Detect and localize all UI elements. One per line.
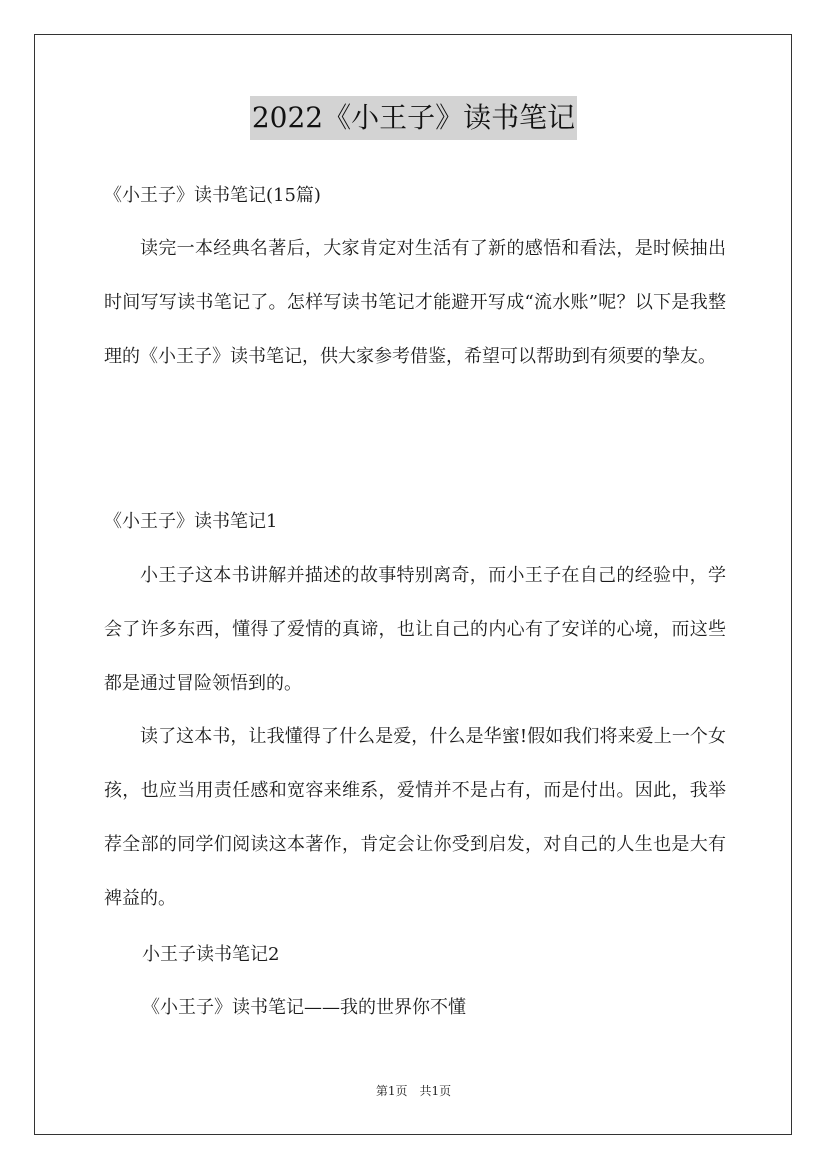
section1-paragraph-1: 小王子这本书讲解并描述的故事特别离奇，而小王子在自己的经验中，学会了许多东西，懂得了爱情的真谛，也让自己的内心有了安详的心境，而这些都是通过冒险领悟到的。 <box>104 565 726 694</box>
document-title: 2022《小王子》读书笔记 <box>250 96 577 140</box>
page-footer: 第1页 共1页 <box>375 1084 452 1098</box>
title-container <box>0 96 827 140</box>
document-subtitle: 《小王子》读书笔记(15篇) <box>104 185 321 206</box>
section1-heading: 《小王子》读书笔记1 <box>104 511 278 532</box>
section2-line: 《小王子》读书笔记——我的世界你不懂 <box>142 997 466 1018</box>
section1-paragraph-2: 读了这本书，让我懂得了什么是爱，什么是华蜜!假如我们将来爱上一个女孩，也应当用责任感和宽容来维系，爱情并不是占有，而是付出。因此，我举荐全部的同学们阅读这本著作，肯定会让你受到启发，对自己的人生也是大有裨益的。 <box>104 726 726 909</box>
intro-paragraph: 读完一本经典名著后，大家肯定对生活有了新的感悟和看法，是时候抽出时间写写读书笔记了。怎样写读书笔记才能避开写成“流水账”呢？以下是我整理的《小王子》读书笔记，供大家参考借鉴，希望可以帮助到有须要的挚友。 <box>104 238 726 367</box>
section2-heading: 小王子读书笔记2 <box>142 944 280 965</box>
